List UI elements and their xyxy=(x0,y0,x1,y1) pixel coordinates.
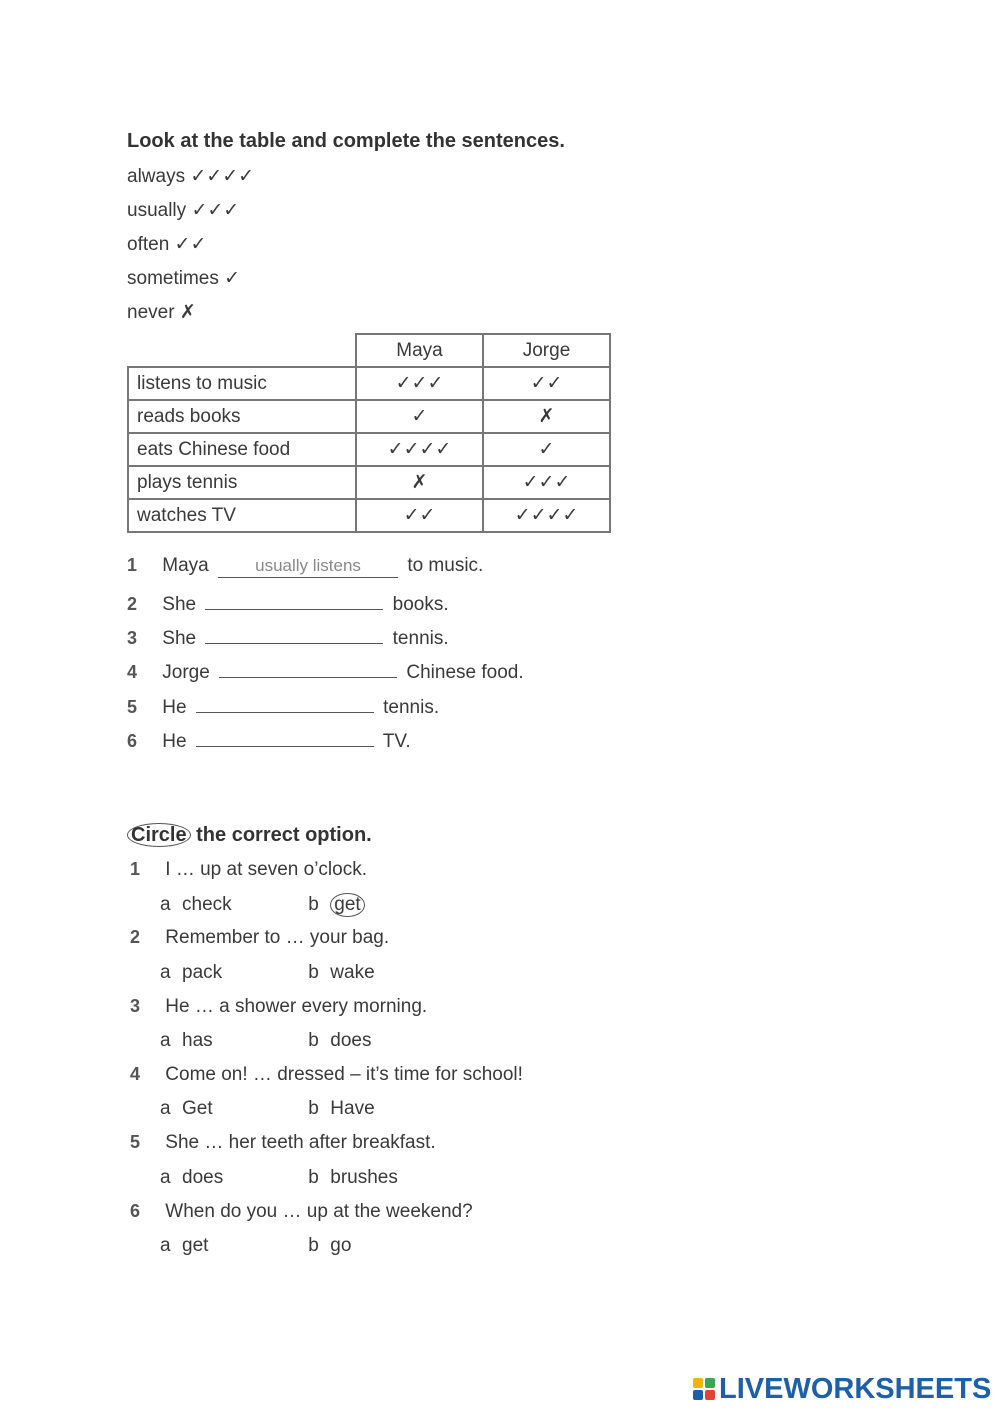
key-item-never xyxy=(127,301,196,324)
sentence-end: books. xyxy=(392,594,449,615)
option-b[interactable] xyxy=(308,1098,374,1119)
option-b[interactable] xyxy=(308,894,364,915)
example-answer: usually listens xyxy=(255,556,361,575)
item-number: 2 xyxy=(130,927,141,947)
sentence-subject: Maya xyxy=(162,555,209,576)
check-marks: ✓✓✓✓ xyxy=(190,166,255,187)
options-2 xyxy=(160,962,375,984)
option-letter: a xyxy=(160,894,171,915)
item-number: 4 xyxy=(127,662,138,682)
item-number: 3 xyxy=(130,996,141,1016)
sentence-subject: He xyxy=(162,731,187,752)
option-text: does xyxy=(182,1167,224,1188)
key-word: often xyxy=(127,234,170,255)
answer-field[interactable] xyxy=(205,623,383,644)
item-number: 6 xyxy=(127,731,138,751)
check-marks: ✓✓✓ xyxy=(191,200,240,221)
answer-field[interactable] xyxy=(205,589,383,610)
option-letter: b xyxy=(308,962,319,983)
maya-frequency-cell: ✓✓ xyxy=(356,499,483,532)
option-letter: b xyxy=(308,1167,319,1188)
logo-square xyxy=(705,1378,715,1388)
answer-field[interactable] xyxy=(219,657,397,678)
option-text: Get xyxy=(182,1098,213,1119)
table-header-row xyxy=(128,334,610,367)
option-b[interactable] xyxy=(308,1167,398,1188)
option-a[interactable] xyxy=(160,1030,303,1052)
question-text: When do you … up at the weekend? xyxy=(165,1201,473,1222)
question-text: Come on! … dressed – it’s time for school! xyxy=(165,1064,523,1085)
table-row xyxy=(128,433,610,466)
option-letter: b xyxy=(308,894,319,915)
answer-field[interactable] xyxy=(218,555,398,578)
logo-text: LIVEWORKSHEETS xyxy=(719,1372,992,1405)
sentence-3 xyxy=(127,623,449,650)
item-number: 2 xyxy=(127,594,138,614)
key-item-usually xyxy=(127,199,239,222)
key-word: always xyxy=(127,166,186,187)
sentence-4 xyxy=(127,657,524,684)
question-5 xyxy=(130,1132,436,1154)
table-row xyxy=(128,367,610,400)
option-letter: a xyxy=(160,1235,171,1256)
question-3 xyxy=(130,996,427,1018)
circled-word: Circle xyxy=(127,823,191,847)
sentence-end: TV. xyxy=(382,731,411,752)
table-row xyxy=(128,400,610,433)
option-b[interactable] xyxy=(308,962,374,983)
option-b[interactable] xyxy=(308,1235,351,1256)
options-5 xyxy=(160,1167,398,1189)
option-text: pack xyxy=(182,962,223,983)
option-text: wake xyxy=(330,962,375,983)
option-a[interactable] xyxy=(160,962,303,984)
logo-icon xyxy=(693,1378,715,1400)
table-corner xyxy=(128,334,356,367)
cross-mark: ✗ xyxy=(179,302,196,323)
question-4 xyxy=(130,1064,523,1086)
sentence-1 xyxy=(127,555,483,578)
item-number: 3 xyxy=(127,628,138,648)
sentence-end: tennis. xyxy=(392,628,449,649)
activity-cell: plays tennis xyxy=(128,466,356,499)
options-4 xyxy=(160,1098,375,1120)
option-letter: a xyxy=(160,1098,171,1119)
jorge-frequency-cell: ✓✓✓ xyxy=(483,466,610,499)
option-text: go xyxy=(330,1235,352,1256)
column-header-jorge: Jorge xyxy=(483,334,610,367)
table-row xyxy=(128,466,610,499)
option-a[interactable] xyxy=(160,1235,303,1257)
activity-cell: reads books xyxy=(128,400,356,433)
option-letter: a xyxy=(160,1167,171,1188)
option-letter: b xyxy=(308,1098,319,1119)
key-item-sometimes xyxy=(127,267,240,290)
logo-square xyxy=(693,1378,703,1388)
logo-square xyxy=(705,1390,715,1400)
jorge-frequency-cell: ✓✓ xyxy=(483,367,610,400)
question-text: Remember to … your bag. xyxy=(165,927,390,948)
activity-cell: watches TV xyxy=(128,499,356,532)
sentence-subject: He xyxy=(162,697,187,718)
sentence-2 xyxy=(127,589,449,616)
item-number: 6 xyxy=(130,1201,141,1221)
key-item-always xyxy=(127,165,254,188)
option-a[interactable] xyxy=(160,1098,303,1120)
table-row xyxy=(128,499,610,532)
item-number: 5 xyxy=(130,1132,141,1152)
sentence-subject: She xyxy=(162,628,197,649)
answer-field[interactable] xyxy=(196,692,374,713)
question-1 xyxy=(130,859,367,881)
key-item-often xyxy=(127,233,206,256)
key-word: never xyxy=(127,302,175,323)
option-letter: b xyxy=(308,1030,319,1051)
option-text: has xyxy=(182,1030,213,1051)
exercise2-heading xyxy=(127,823,372,847)
item-number: 1 xyxy=(130,859,141,879)
option-text: does xyxy=(330,1030,372,1051)
jorge-frequency-cell: ✓✓✓✓ xyxy=(483,499,610,532)
frequency-table xyxy=(127,333,611,533)
jorge-frequency-cell: ✓ xyxy=(483,433,610,466)
option-a[interactable] xyxy=(160,1167,303,1189)
liveworksheets-logo[interactable] xyxy=(693,1374,991,1404)
option-text: Have xyxy=(330,1098,375,1119)
sentence-end: tennis. xyxy=(383,697,440,718)
sentence-subject: Jorge xyxy=(162,662,210,683)
option-letter: a xyxy=(160,962,171,983)
maya-frequency-cell: ✓ xyxy=(356,400,483,433)
option-text: check xyxy=(182,894,232,915)
column-header-maya: Maya xyxy=(356,334,483,367)
sentence-5 xyxy=(127,692,439,719)
option-a[interactable] xyxy=(160,894,303,916)
key-word: usually xyxy=(127,200,187,221)
question-text: I … up at seven o’clock. xyxy=(165,859,367,880)
options-6 xyxy=(160,1235,351,1257)
jorge-frequency-cell: ✗ xyxy=(483,400,610,433)
check-marks: ✓ xyxy=(224,268,241,289)
activity-cell: eats Chinese food xyxy=(128,433,356,466)
logo-square xyxy=(693,1390,703,1400)
item-number: 4 xyxy=(130,1064,141,1084)
option-text: get xyxy=(182,1235,209,1256)
sentence-end: to music. xyxy=(407,555,484,576)
item-number: 1 xyxy=(127,555,138,575)
maya-frequency-cell: ✗ xyxy=(356,466,483,499)
circled-answer: get xyxy=(330,893,364,917)
options-1 xyxy=(160,893,365,917)
heading-rest: the correct option. xyxy=(190,824,372,846)
question-6 xyxy=(130,1201,473,1223)
maya-frequency-cell: ✓✓✓ xyxy=(356,367,483,400)
question-text: She … her teeth after breakfast. xyxy=(165,1132,436,1153)
sentence-end: Chinese food. xyxy=(406,662,524,683)
key-word: sometimes xyxy=(127,268,219,289)
option-text: brushes xyxy=(330,1167,398,1188)
option-letter: a xyxy=(160,1030,171,1051)
question-2 xyxy=(130,927,389,949)
question-text: He … a shower every morning. xyxy=(165,996,428,1017)
check-marks: ✓✓ xyxy=(174,234,207,255)
option-b[interactable] xyxy=(308,1030,371,1051)
activity-cell: listens to music xyxy=(128,367,356,400)
sentence-subject: She xyxy=(162,594,197,615)
answer-field[interactable] xyxy=(196,726,374,747)
options-3 xyxy=(160,1030,371,1052)
sentence-6 xyxy=(127,726,411,753)
item-number: 5 xyxy=(127,697,138,717)
maya-frequency-cell: ✓✓✓✓ xyxy=(356,433,483,466)
exercise1-heading: Look at the table and complete the sentences. xyxy=(127,130,565,152)
option-letter: b xyxy=(308,1235,319,1256)
